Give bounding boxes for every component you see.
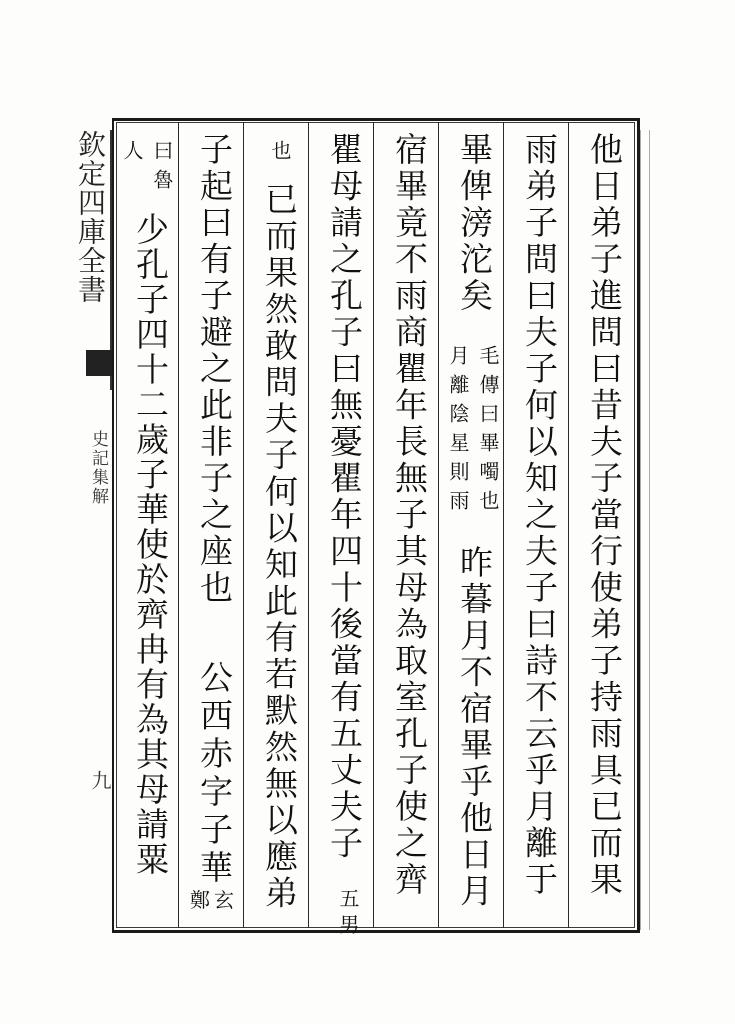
text-column-3-rest: 昨暮月不宿畢乎他日月 [455,545,494,910]
margin-book-title: 史記集解 [88,430,108,506]
text-column-8-note-left: 人 [120,140,144,169]
text-column-8-note-right: 曰魯 [150,140,174,198]
text-column-3-note-right: 毛傳曰畢噣也 [476,345,500,519]
margin-page-number: 九 [88,770,112,790]
column-rule [373,122,374,928]
fold-mark [86,350,112,376]
column-rule [438,122,439,928]
column-rule [503,122,504,928]
text-column-5-main: 瞿母請之孔子曰無憂瞿年四十後當有五丈夫子 [325,132,364,862]
column-rule [243,122,244,928]
page-edge [640,130,650,930]
text-column-4: 宿畢竟不雨商瞿年長無子其母為取室孔子使之齊 [390,132,429,899]
text-column-7-main: 子起曰有子避之此非子之座也 [195,132,234,607]
spine-title: 欽定四庫全書 [78,130,112,390]
text-column-6-main: 已而果然敢問夫子何以知此有若默然無以應弟 [260,182,299,912]
column-rule [568,122,569,928]
text-column-7-mid: 公西赤字子華 [195,660,234,888]
text-column-1: 他日弟子進問曰昔夫子當行使弟子持雨具已而果 [585,132,624,899]
text-column-5-note: 五男 [336,888,360,940]
text-column-2: 雨弟子問曰夫子何以知之夫子曰詩不云乎月離于 [520,132,559,899]
column-rule [178,122,179,928]
text-column-7-note: 鄭玄 [190,888,238,912]
text-column-3-main: 畢俾滂沱矣 [455,132,494,315]
text-column-8-main: 少孔子四十二歲子華使於齊冉有為其母請粟 [131,212,170,877]
text-column-3-note-left: 月離陰星則雨 [446,345,470,519]
text-column-6-top: 也 [268,140,292,169]
column-rule [308,122,309,928]
